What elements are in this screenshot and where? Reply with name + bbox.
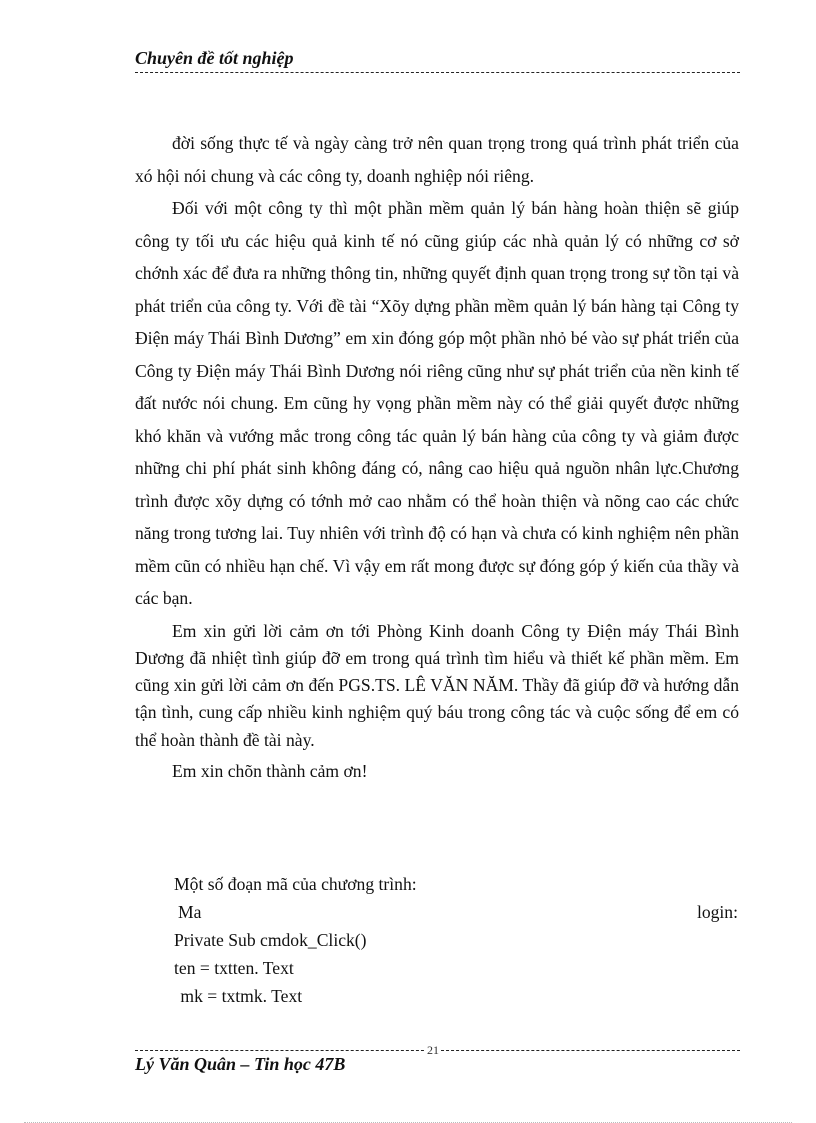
code-form-label — [174, 898, 738, 926]
paragraph-closing: Em xin chõn thành cảm ơn! — [172, 760, 368, 781]
document-body — [135, 127, 739, 786]
paragraph-main: Đối với một công ty thì một phần mềm quản lý bán hàng hoàn thiện sẽ giúp công ty tối ưu các hiệu quả kinh tế nó cũng giúp các nhà quản lý có những cơ sở chớnh xác để đưa ra những thông tin, những quyết định quan trọng trong sự tồn tại và phát triển của công ty. Với đề tài “Xõy dựng phần mềm quản lý bán hàng tại Công ty Điện máy Thái Bình Dương” em xin đóng góp một phần nhỏ bé vào sự phát triển của Công ty Điện máy Thái Bình Dương nói riêng cũng như sự phát triển của nền kinh tế đất nước nói chung. Em cũng hy vọng phần mềm này có thể giải quyết được những khó khăn và vướng mắc trong công tác quản lý bán hàng của công ty và giảm được những chi phí phát sinh không đáng có, nâng cao hiệu quả nguồn nhân lực.Chương trình được xõy dựng có tớnh mở cao nhằm có thể hoàn thiện và nõng cao các chức năng trong tương lai. Tuy nhiên với trình độ có hạn và chưa có kinh nghiệm nên phần mềm cũn có nhiều hạn chế. Vì vậy em rất mong được sự đóng góp ý kiến của thầy và các bạn. — [135, 198, 739, 608]
code-intro: Một số đoạn mã của chương trình: — [174, 874, 417, 894]
paragraph-acknowledgement: Em xin gửi lời cảm ơn tới Phòng Kinh doanh Công ty Điện máy Thái Bình Dương đã nhiệt tình giúp đỡ em trong quá trình tìm hiểu và thiết kế phần mềm. Em cũng xin gửi lời cảm ơn đến PGS.TS. LÊ VĂN NĂM. Thầy đã giúp đỡ và hướng dẫn tận tình, cung cấp nhiều kinh nghiệm quý báu trong công tác và cuộc sống để em có thể hoàn thành đề tài này. — [135, 620, 739, 750]
code-section — [174, 870, 738, 1010]
page-footer — [135, 1043, 740, 1075]
paragraph-continuation: đời sống thực tế và ngày càng trở nên quan trọng trong quá trình phát triển của xó hội nói chung và các công ty, doanh nghiệp nói riêng. — [135, 133, 739, 186]
page-header — [135, 48, 740, 73]
header-title: Chuyên đề tốt nghiệp — [135, 48, 294, 68]
footer-author: Lý Văn Quân – Tin học 47B — [135, 1054, 346, 1074]
page-number: 21 — [427, 1043, 439, 1057]
code-form-label-right: login: — [696, 902, 738, 922]
code-line: Private Sub cmdok_Click() — [174, 930, 367, 950]
code-line: ten = txtten. Text — [174, 958, 294, 978]
code-form-label-left: Ma — [178, 902, 202, 922]
code-line: mk = txtmk. Text — [176, 986, 303, 1006]
